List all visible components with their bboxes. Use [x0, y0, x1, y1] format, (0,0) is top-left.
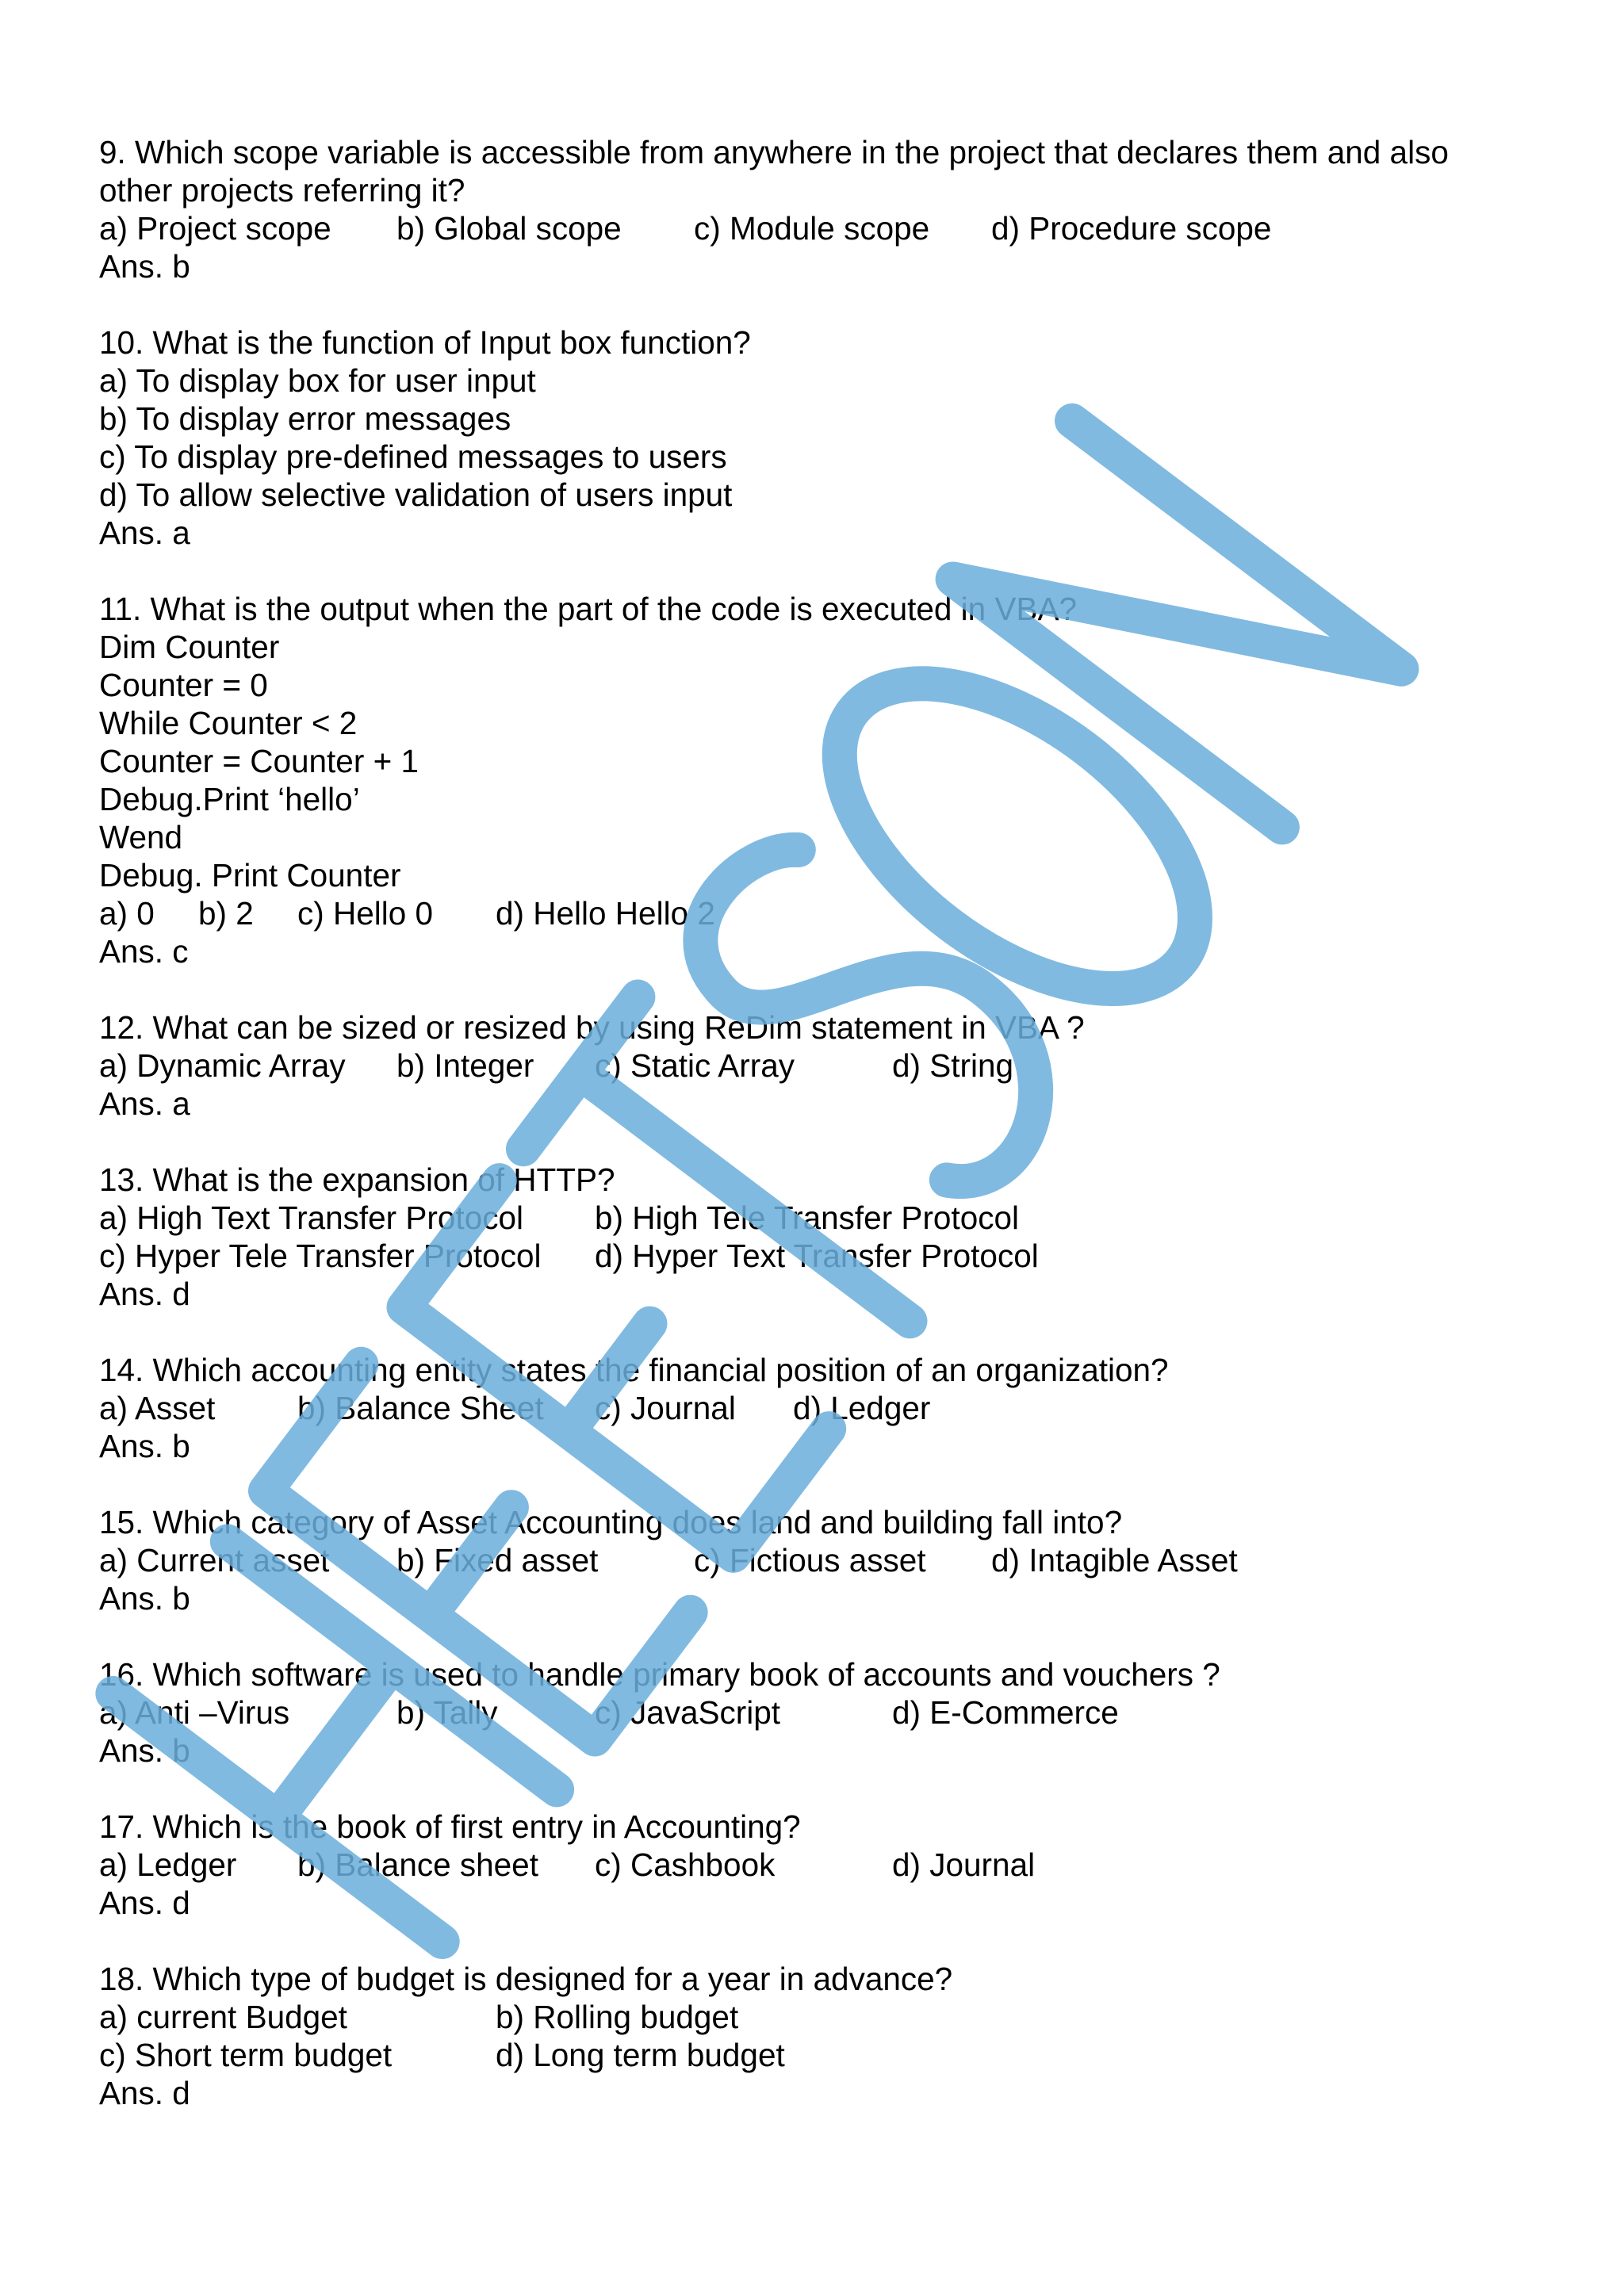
- option-a: a) High Text Transfer Protocol: [99, 1200, 523, 1236]
- option-a: a) Anti –Virus: [99, 1694, 290, 1731]
- option-c: c) Fictious asset: [694, 1542, 926, 1578]
- answer: Ans. a: [99, 515, 190, 551]
- option-a: a) Dynamic Array: [99, 1047, 346, 1084]
- code-line: Wend: [99, 819, 183, 855]
- code-line: Dim Counter: [99, 629, 280, 665]
- option-c: c) Module scope: [694, 210, 930, 247]
- question-12: [99, 1008, 1550, 1123]
- option-c: c) Cashbook: [595, 1846, 776, 1883]
- question-13: [99, 1161, 1550, 1313]
- option-d: d) Hello Hello 2: [496, 895, 715, 932]
- question-text: 9. Which scope variable is accessible from anywhere in the project that declares them and also: [99, 134, 1449, 170]
- option-b: b) Balance sheet: [297, 1846, 538, 1883]
- question-page: [99, 133, 1550, 2150]
- option-b: b) To display error messages: [99, 400, 511, 437]
- options-row: [99, 1998, 1550, 2036]
- code-line: Debug.Print ‘hello’: [99, 781, 360, 817]
- question-text: 14. Which accounting entity states the financial position of an organization?: [99, 1352, 1169, 1388]
- options-row: [99, 894, 1550, 932]
- options-row: [99, 1047, 1550, 1085]
- question-text: 18. Which type of budget is designed for a year in advance?: [99, 1961, 953, 1997]
- option-d: d) Long term budget: [496, 2037, 785, 2073]
- question-text: 10. What is the function of Input box function?: [99, 324, 751, 361]
- answer: Ans. c: [99, 933, 189, 970]
- option-d: d) String: [892, 1047, 1014, 1084]
- option-a: a) Project scope: [99, 210, 331, 247]
- question-10: [99, 323, 1550, 552]
- option-d: d) E-Commerce: [892, 1694, 1119, 1731]
- question-text: 13. What is the expansion of HTTP?: [99, 1161, 615, 1198]
- option-b: b) Rolling budget: [496, 1999, 739, 2035]
- options-row: [99, 1389, 1550, 1427]
- option-a: a) current Budget: [99, 1999, 347, 2035]
- option-c: c) JavaScript: [595, 1694, 781, 1731]
- answer: Ans. a: [99, 1085, 190, 1122]
- option-b: b) High Tele Transfer Protocol: [595, 1200, 1020, 1236]
- question-text: 16. Which software is used to handle primary book of accounts and vouchers ?: [99, 1656, 1220, 1693]
- options-row: [99, 1199, 1550, 1237]
- answer: Ans. b: [99, 1732, 190, 1769]
- options-row: [99, 1693, 1550, 1732]
- option-a: a) To display box for user input: [99, 362, 536, 399]
- question-text: 12. What can be sized or resized by using ReDim statement in VBA ?: [99, 1009, 1085, 1046]
- code-line: Counter = 0: [99, 667, 268, 703]
- question-text: 17. Which is the book of first entry in Accounting?: [99, 1808, 801, 1845]
- question-18: [99, 1960, 1550, 2112]
- question-16: [99, 1655, 1550, 1770]
- options-row: [99, 1541, 1550, 1579]
- option-b: b) Fixed asset: [396, 1542, 599, 1578]
- option-b: b) Integer: [396, 1047, 534, 1084]
- options-row: [99, 2036, 1550, 2074]
- option-a: a) Ledger: [99, 1846, 237, 1883]
- option-a: a) Asset: [99, 1390, 216, 1426]
- question-9: [99, 133, 1550, 285]
- question-text: 11. What is the output when the part of the code is executed in VBA?: [99, 591, 1078, 627]
- option-b: b) 2: [198, 895, 254, 932]
- answer: Ans. b: [99, 248, 190, 285]
- option-c: c) Short term budget: [99, 2037, 393, 2073]
- answer: Ans. d: [99, 2075, 190, 2111]
- code-line: Debug. Print Counter: [99, 857, 401, 894]
- option-b: b) Balance Sheet: [297, 1390, 544, 1426]
- code-line: While Counter < 2: [99, 705, 358, 741]
- answer: Ans. d: [99, 1885, 190, 1921]
- options-row: [99, 209, 1550, 247]
- option-d: d) Ledger: [793, 1390, 931, 1426]
- option-d: d) Intagible Asset: [991, 1542, 1238, 1578]
- option-c: c) Journal: [595, 1390, 736, 1426]
- options-row: [99, 1846, 1550, 1884]
- code-line: Counter = Counter + 1: [99, 743, 419, 779]
- option-d: d) To allow selective validation of users input: [99, 476, 733, 513]
- option-d: d) Journal: [892, 1846, 1036, 1883]
- option-b: b) Tally: [396, 1694, 498, 1731]
- option-a: a) 0: [99, 895, 155, 932]
- question-11: [99, 590, 1550, 970]
- question-text: 15. Which category of Asset Accounting does land and building fall into?: [99, 1504, 1123, 1540]
- question-text: other projects referring it?: [99, 172, 465, 209]
- answer: Ans. b: [99, 1580, 190, 1617]
- option-c: c) Hyper Tele Transfer Protocol: [99, 1238, 542, 1274]
- option-a: a) Current asset: [99, 1542, 330, 1578]
- option-c: c) Hello 0: [297, 895, 434, 932]
- question-15: [99, 1503, 1550, 1617]
- answer: Ans. b: [99, 1428, 190, 1464]
- question-17: [99, 1808, 1550, 1922]
- option-c: c) Static Array: [595, 1047, 795, 1084]
- options-row: [99, 1237, 1550, 1275]
- answer: Ans. d: [99, 1276, 190, 1312]
- option-c: c) To display pre-defined messages to users: [99, 438, 727, 475]
- option-d: d) Hyper Text Transfer Protocol: [595, 1238, 1039, 1274]
- option-b: b) Global scope: [396, 210, 622, 247]
- option-d: d) Procedure scope: [991, 210, 1272, 247]
- question-14: [99, 1351, 1550, 1465]
